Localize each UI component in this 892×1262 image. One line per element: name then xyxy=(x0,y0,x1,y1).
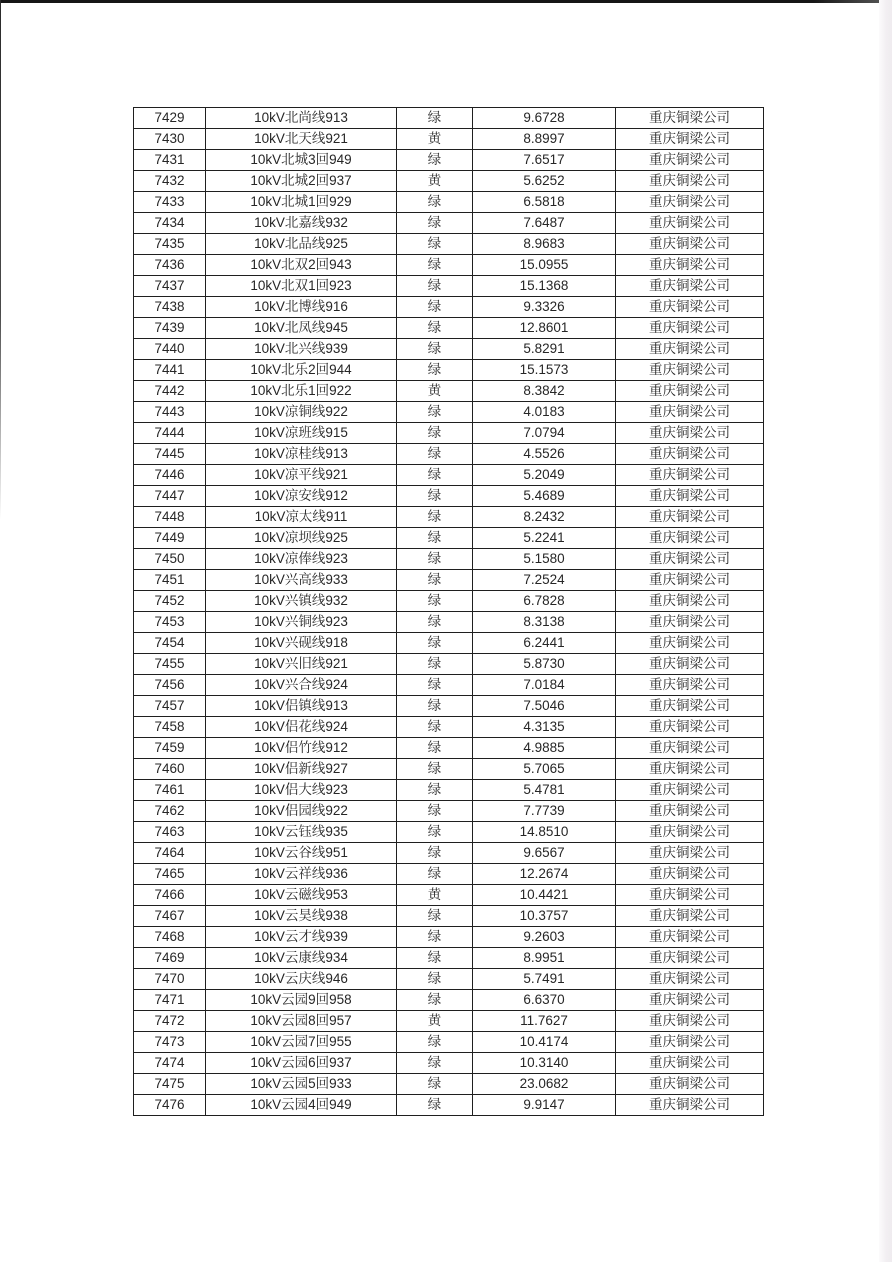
line-name-cell: 10kV北双2回943 xyxy=(206,255,397,276)
line-name-cell: 10kV凉桂线913 xyxy=(206,444,397,465)
value-cell: 5.6252 xyxy=(473,171,616,192)
serial-cell: 7443 xyxy=(134,402,206,423)
value-cell: 8.8997 xyxy=(473,129,616,150)
line-name-cell: 10kV凉太线911 xyxy=(206,507,397,528)
value-cell: 5.4689 xyxy=(473,486,616,507)
serial-cell: 7449 xyxy=(134,528,206,549)
table-row xyxy=(134,843,764,864)
line-name-cell: 10kV侣大线923 xyxy=(206,780,397,801)
serial-cell: 7469 xyxy=(134,948,206,969)
scan-artifact-top-edge xyxy=(0,0,884,3)
status-cell: 绿 xyxy=(397,213,473,234)
company-cell: 重庆铜梁公司 xyxy=(616,1032,764,1053)
status-cell: 绿 xyxy=(397,1095,473,1116)
status-cell: 黄 xyxy=(397,381,473,402)
serial-cell: 7459 xyxy=(134,738,206,759)
value-cell: 10.4174 xyxy=(473,1032,616,1053)
company-cell: 重庆铜梁公司 xyxy=(616,150,764,171)
serial-cell: 7468 xyxy=(134,927,206,948)
company-cell: 重庆铜梁公司 xyxy=(616,738,764,759)
serial-cell: 7451 xyxy=(134,570,206,591)
value-cell: 8.3138 xyxy=(473,612,616,633)
line-name-cell: 10kV云园9回958 xyxy=(206,990,397,1011)
table-row xyxy=(134,612,764,633)
serial-cell: 7457 xyxy=(134,696,206,717)
company-cell: 重庆铜梁公司 xyxy=(616,1074,764,1095)
status-cell: 绿 xyxy=(397,822,473,843)
value-cell: 10.4421 xyxy=(473,885,616,906)
table-row xyxy=(134,885,764,906)
serial-cell: 7433 xyxy=(134,192,206,213)
company-cell: 重庆铜梁公司 xyxy=(616,654,764,675)
status-cell: 绿 xyxy=(397,927,473,948)
line-name-cell: 10kV云祥线936 xyxy=(206,864,397,885)
value-cell: 7.0184 xyxy=(473,675,616,696)
serial-cell: 7436 xyxy=(134,255,206,276)
company-cell: 重庆铜梁公司 xyxy=(616,1011,764,1032)
serial-cell: 7434 xyxy=(134,213,206,234)
line-name-cell: 10kV凉铜线922 xyxy=(206,402,397,423)
serial-cell: 7460 xyxy=(134,759,206,780)
value-cell: 9.3326 xyxy=(473,297,616,318)
value-cell: 5.2241 xyxy=(473,528,616,549)
table-row xyxy=(134,864,764,885)
value-cell: 12.2674 xyxy=(473,864,616,885)
company-cell: 重庆铜梁公司 xyxy=(616,171,764,192)
line-status-table xyxy=(133,107,764,1116)
company-cell: 重庆铜梁公司 xyxy=(616,633,764,654)
company-cell: 重庆铜梁公司 xyxy=(616,318,764,339)
value-cell: 7.5046 xyxy=(473,696,616,717)
table-row xyxy=(134,1053,764,1074)
table-row xyxy=(134,570,764,591)
serial-cell: 7439 xyxy=(134,318,206,339)
serial-cell: 7465 xyxy=(134,864,206,885)
company-cell: 重庆铜梁公司 xyxy=(616,969,764,990)
value-cell: 9.6728 xyxy=(473,108,616,129)
table-row xyxy=(134,1011,764,1032)
table-row xyxy=(134,276,764,297)
serial-cell: 7435 xyxy=(134,234,206,255)
value-cell: 15.1573 xyxy=(473,360,616,381)
company-cell: 重庆铜梁公司 xyxy=(616,822,764,843)
company-cell: 重庆铜梁公司 xyxy=(616,276,764,297)
table-row xyxy=(134,696,764,717)
table-row xyxy=(134,633,764,654)
value-cell: 4.0183 xyxy=(473,402,616,423)
serial-cell: 7472 xyxy=(134,1011,206,1032)
company-cell: 重庆铜梁公司 xyxy=(616,717,764,738)
status-cell: 绿 xyxy=(397,675,473,696)
company-cell: 重庆铜梁公司 xyxy=(616,444,764,465)
company-cell: 重庆铜梁公司 xyxy=(616,129,764,150)
status-cell: 绿 xyxy=(397,339,473,360)
status-cell: 黄 xyxy=(397,1011,473,1032)
line-name-cell: 10kV云才线939 xyxy=(206,927,397,948)
status-cell: 绿 xyxy=(397,528,473,549)
line-name-cell: 10kV云园4回949 xyxy=(206,1095,397,1116)
company-cell: 重庆铜梁公司 xyxy=(616,612,764,633)
line-name-cell: 10kV云庆线946 xyxy=(206,969,397,990)
serial-cell: 7444 xyxy=(134,423,206,444)
line-name-cell: 10kV北嘉线932 xyxy=(206,213,397,234)
table-row xyxy=(134,717,764,738)
serial-cell: 7446 xyxy=(134,465,206,486)
line-name-cell: 10kV北凤线945 xyxy=(206,318,397,339)
serial-cell: 7456 xyxy=(134,675,206,696)
table-row xyxy=(134,234,764,255)
value-cell: 8.2432 xyxy=(473,507,616,528)
status-cell: 绿 xyxy=(397,423,473,444)
table-row xyxy=(134,591,764,612)
value-cell: 5.4781 xyxy=(473,780,616,801)
table-row xyxy=(134,486,764,507)
status-cell: 绿 xyxy=(397,633,473,654)
status-cell: 绿 xyxy=(397,696,473,717)
company-cell: 重庆铜梁公司 xyxy=(616,864,764,885)
status-cell: 绿 xyxy=(397,318,473,339)
scan-artifact-right-edge xyxy=(879,0,892,1262)
status-cell: 绿 xyxy=(397,906,473,927)
line-name-cell: 10kV北兴线939 xyxy=(206,339,397,360)
status-cell: 绿 xyxy=(397,360,473,381)
line-name-cell: 10kV北天线921 xyxy=(206,129,397,150)
status-cell: 黄 xyxy=(397,171,473,192)
value-cell: 9.2603 xyxy=(473,927,616,948)
company-cell: 重庆铜梁公司 xyxy=(616,906,764,927)
serial-cell: 7445 xyxy=(134,444,206,465)
value-cell: 6.7828 xyxy=(473,591,616,612)
status-cell: 绿 xyxy=(397,780,473,801)
serial-cell: 7455 xyxy=(134,654,206,675)
company-cell: 重庆铜梁公司 xyxy=(616,1095,764,1116)
status-cell: 绿 xyxy=(397,1032,473,1053)
company-cell: 重庆铜梁公司 xyxy=(616,990,764,1011)
value-cell: 15.1368 xyxy=(473,276,616,297)
line-name-cell: 10kV北博线916 xyxy=(206,297,397,318)
line-name-cell: 10kV凉平线921 xyxy=(206,465,397,486)
table-row xyxy=(134,339,764,360)
company-cell: 重庆铜梁公司 xyxy=(616,339,764,360)
serial-cell: 7429 xyxy=(134,108,206,129)
company-cell: 重庆铜梁公司 xyxy=(616,591,764,612)
status-cell: 绿 xyxy=(397,990,473,1011)
line-name-cell: 10kV侣竹线912 xyxy=(206,738,397,759)
table-row xyxy=(134,255,764,276)
status-cell: 绿 xyxy=(397,948,473,969)
line-name-cell: 10kV凉班线915 xyxy=(206,423,397,444)
value-cell: 5.1580 xyxy=(473,549,616,570)
line-name-cell: 10kV云昊线938 xyxy=(206,906,397,927)
table-row xyxy=(134,969,764,990)
value-cell: 8.9951 xyxy=(473,948,616,969)
value-cell: 23.0682 xyxy=(473,1074,616,1095)
company-cell: 重庆铜梁公司 xyxy=(616,486,764,507)
company-cell: 重庆铜梁公司 xyxy=(616,423,764,444)
table-row xyxy=(134,444,764,465)
line-name-cell: 10kV云谷线951 xyxy=(206,843,397,864)
line-name-cell: 10kV云园7回955 xyxy=(206,1032,397,1053)
company-cell: 重庆铜梁公司 xyxy=(616,759,764,780)
line-name-cell: 10kV北乐1回922 xyxy=(206,381,397,402)
company-cell: 重庆铜梁公司 xyxy=(616,402,764,423)
line-name-cell: 10kV凉坝线925 xyxy=(206,528,397,549)
table-row xyxy=(134,465,764,486)
serial-cell: 7448 xyxy=(134,507,206,528)
table-row xyxy=(134,423,764,444)
value-cell: 7.7739 xyxy=(473,801,616,822)
table-row xyxy=(134,549,764,570)
line-name-cell: 10kV凉俸线923 xyxy=(206,549,397,570)
table-row xyxy=(134,360,764,381)
status-cell: 绿 xyxy=(397,297,473,318)
company-cell: 重庆铜梁公司 xyxy=(616,696,764,717)
serial-cell: 7452 xyxy=(134,591,206,612)
table-row xyxy=(134,1074,764,1095)
status-cell: 绿 xyxy=(397,738,473,759)
line-name-cell: 10kV侣园线922 xyxy=(206,801,397,822)
table-row xyxy=(134,1032,764,1053)
value-cell: 15.0955 xyxy=(473,255,616,276)
status-cell: 绿 xyxy=(397,234,473,255)
status-cell: 绿 xyxy=(397,843,473,864)
company-cell: 重庆铜梁公司 xyxy=(616,213,764,234)
value-cell: 8.9683 xyxy=(473,234,616,255)
line-name-cell: 10kV北双1回923 xyxy=(206,276,397,297)
serial-cell: 7447 xyxy=(134,486,206,507)
company-cell: 重庆铜梁公司 xyxy=(616,549,764,570)
value-cell: 10.3140 xyxy=(473,1053,616,1074)
status-cell: 绿 xyxy=(397,108,473,129)
line-name-cell: 10kV北城3回949 xyxy=(206,150,397,171)
company-cell: 重庆铜梁公司 xyxy=(616,528,764,549)
table-row xyxy=(134,507,764,528)
company-cell: 重庆铜梁公司 xyxy=(616,927,764,948)
value-cell: 7.2524 xyxy=(473,570,616,591)
status-cell: 绿 xyxy=(397,402,473,423)
serial-cell: 7450 xyxy=(134,549,206,570)
status-cell: 绿 xyxy=(397,276,473,297)
line-name-cell: 10kV北品线925 xyxy=(206,234,397,255)
table-row xyxy=(134,1095,764,1116)
status-cell: 绿 xyxy=(397,612,473,633)
table-row xyxy=(134,675,764,696)
serial-cell: 7430 xyxy=(134,129,206,150)
value-cell: 4.3135 xyxy=(473,717,616,738)
table-row xyxy=(134,171,764,192)
status-cell: 绿 xyxy=(397,864,473,885)
table-row xyxy=(134,381,764,402)
serial-cell: 7470 xyxy=(134,969,206,990)
serial-cell: 7441 xyxy=(134,360,206,381)
line-name-cell: 10kV侣镇线913 xyxy=(206,696,397,717)
serial-cell: 7466 xyxy=(134,885,206,906)
line-name-cell: 10kV兴合线924 xyxy=(206,675,397,696)
line-name-cell: 10kV北尚线913 xyxy=(206,108,397,129)
serial-cell: 7464 xyxy=(134,843,206,864)
value-cell: 4.9885 xyxy=(473,738,616,759)
table-row xyxy=(134,297,764,318)
line-name-cell: 10kV云钰线935 xyxy=(206,822,397,843)
company-cell: 重庆铜梁公司 xyxy=(616,108,764,129)
line-name-cell: 10kV侣花线924 xyxy=(206,717,397,738)
company-cell: 重庆铜梁公司 xyxy=(616,801,764,822)
serial-cell: 7476 xyxy=(134,1095,206,1116)
table-row xyxy=(134,759,764,780)
serial-cell: 7461 xyxy=(134,780,206,801)
serial-cell: 7467 xyxy=(134,906,206,927)
value-cell: 9.9147 xyxy=(473,1095,616,1116)
company-cell: 重庆铜梁公司 xyxy=(616,1053,764,1074)
value-cell: 6.6370 xyxy=(473,990,616,1011)
status-cell: 黄 xyxy=(397,885,473,906)
status-cell: 绿 xyxy=(397,591,473,612)
status-cell: 黄 xyxy=(397,129,473,150)
table-row xyxy=(134,801,764,822)
table-row xyxy=(134,990,764,1011)
line-name-cell: 10kV凉安线912 xyxy=(206,486,397,507)
status-cell: 绿 xyxy=(397,255,473,276)
table-row xyxy=(134,150,764,171)
value-cell: 5.7491 xyxy=(473,969,616,990)
table-row xyxy=(134,108,764,129)
value-cell: 5.8730 xyxy=(473,654,616,675)
value-cell: 14.8510 xyxy=(473,822,616,843)
status-cell: 绿 xyxy=(397,507,473,528)
company-cell: 重庆铜梁公司 xyxy=(616,381,764,402)
table-row xyxy=(134,192,764,213)
line-name-cell: 10kV兴高线933 xyxy=(206,570,397,591)
status-cell: 绿 xyxy=(397,486,473,507)
value-cell: 5.8291 xyxy=(473,339,616,360)
company-cell: 重庆铜梁公司 xyxy=(616,675,764,696)
table-row xyxy=(134,948,764,969)
value-cell: 11.7627 xyxy=(473,1011,616,1032)
status-cell: 绿 xyxy=(397,654,473,675)
serial-cell: 7442 xyxy=(134,381,206,402)
line-name-cell: 10kV北城2回937 xyxy=(206,171,397,192)
line-name-cell: 10kV云园5回933 xyxy=(206,1074,397,1095)
serial-cell: 7453 xyxy=(134,612,206,633)
table-row xyxy=(134,906,764,927)
status-cell: 绿 xyxy=(397,1053,473,1074)
status-cell: 绿 xyxy=(397,969,473,990)
value-cell: 10.3757 xyxy=(473,906,616,927)
table-row xyxy=(134,654,764,675)
status-cell: 绿 xyxy=(397,570,473,591)
company-cell: 重庆铜梁公司 xyxy=(616,360,764,381)
status-cell: 绿 xyxy=(397,759,473,780)
serial-cell: 7458 xyxy=(134,717,206,738)
line-name-cell: 10kV兴旧线921 xyxy=(206,654,397,675)
company-cell: 重庆铜梁公司 xyxy=(616,507,764,528)
value-cell: 4.5526 xyxy=(473,444,616,465)
table-row xyxy=(134,780,764,801)
serial-cell: 7454 xyxy=(134,633,206,654)
table-row xyxy=(134,822,764,843)
status-cell: 绿 xyxy=(397,549,473,570)
serial-cell: 7438 xyxy=(134,297,206,318)
value-cell: 6.2441 xyxy=(473,633,616,654)
table-row xyxy=(134,213,764,234)
company-cell: 重庆铜梁公司 xyxy=(616,234,764,255)
value-cell: 12.8601 xyxy=(473,318,616,339)
serial-cell: 7475 xyxy=(134,1074,206,1095)
value-cell: 7.6517 xyxy=(473,150,616,171)
serial-cell: 7440 xyxy=(134,339,206,360)
line-name-cell: 10kV兴砚线918 xyxy=(206,633,397,654)
line-name-cell: 10kV云园6回937 xyxy=(206,1053,397,1074)
scan-artifact-left-edge xyxy=(0,0,1,520)
status-cell: 绿 xyxy=(397,192,473,213)
value-cell: 9.6567 xyxy=(473,843,616,864)
value-cell: 5.2049 xyxy=(473,465,616,486)
status-cell: 绿 xyxy=(397,150,473,171)
table-row xyxy=(134,129,764,150)
status-cell: 绿 xyxy=(397,801,473,822)
table-row xyxy=(134,528,764,549)
status-cell: 绿 xyxy=(397,465,473,486)
serial-cell: 7473 xyxy=(134,1032,206,1053)
serial-cell: 7471 xyxy=(134,990,206,1011)
line-name-cell: 10kV侣新线927 xyxy=(206,759,397,780)
serial-cell: 7462 xyxy=(134,801,206,822)
company-cell: 重庆铜梁公司 xyxy=(616,465,764,486)
status-cell: 绿 xyxy=(397,1074,473,1095)
value-cell: 8.3842 xyxy=(473,381,616,402)
line-name-cell: 10kV北城1回929 xyxy=(206,192,397,213)
line-name-cell: 10kV兴铜线923 xyxy=(206,612,397,633)
value-cell: 6.5818 xyxy=(473,192,616,213)
table-row xyxy=(134,402,764,423)
line-name-cell: 10kV北乐2回944 xyxy=(206,360,397,381)
serial-cell: 7437 xyxy=(134,276,206,297)
line-name-cell: 10kV兴镇线932 xyxy=(206,591,397,612)
serial-cell: 7431 xyxy=(134,150,206,171)
table-row xyxy=(134,927,764,948)
table-row xyxy=(134,738,764,759)
serial-cell: 7432 xyxy=(134,171,206,192)
company-cell: 重庆铜梁公司 xyxy=(616,948,764,969)
status-cell: 绿 xyxy=(397,444,473,465)
company-cell: 重庆铜梁公司 xyxy=(616,780,764,801)
company-cell: 重庆铜梁公司 xyxy=(616,255,764,276)
company-cell: 重庆铜梁公司 xyxy=(616,297,764,318)
serial-cell: 7463 xyxy=(134,822,206,843)
value-cell: 5.7065 xyxy=(473,759,616,780)
status-cell: 绿 xyxy=(397,717,473,738)
company-cell: 重庆铜梁公司 xyxy=(616,843,764,864)
value-cell: 7.0794 xyxy=(473,423,616,444)
company-cell: 重庆铜梁公司 xyxy=(616,192,764,213)
line-name-cell: 10kV云磁线953 xyxy=(206,885,397,906)
line-name-cell: 10kV云园8回957 xyxy=(206,1011,397,1032)
line-name-cell: 10kV云康线934 xyxy=(206,948,397,969)
company-cell: 重庆铜梁公司 xyxy=(616,570,764,591)
serial-cell: 7474 xyxy=(134,1053,206,1074)
company-cell: 重庆铜梁公司 xyxy=(616,885,764,906)
value-cell: 7.6487 xyxy=(473,213,616,234)
table-row xyxy=(134,318,764,339)
